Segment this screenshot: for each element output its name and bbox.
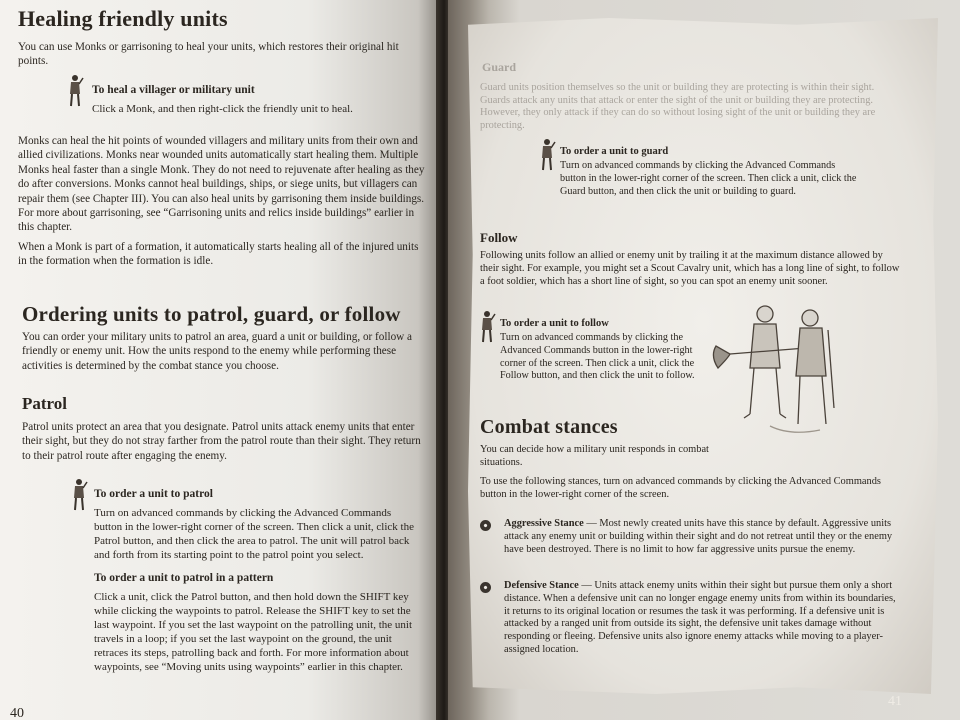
stance-text: — Most newly created units have this stance by default. Aggressive units attack any enemy unit or building within their sight and do not retreat until they or the enemy have been destroyed. There is no limit to how far aggressive units pursue the enemy. bbox=[504, 518, 893, 555]
combat-howto-text: To use the following stances, turn on advanced commands by clicking the Advanced Commands button in the lower-right corner of the screen. bbox=[480, 476, 881, 500]
soldier-figure-icon bbox=[478, 310, 496, 344]
two-soldiers-illustration bbox=[710, 296, 850, 446]
proc-heal-body: Click a Monk, and then right-click the friendly unit to heal. bbox=[92, 103, 353, 115]
patrol-paragraph: Patrol units protect an area that you designate. Patrol units attack enemy units that enter their sight, but they do not stray farther from the patrol route than their sight. They return to their patrol route after engaging the enemy. bbox=[22, 421, 421, 462]
healing-intro-text: You can use Monks or garrisoning to heal your units, which restores their original hit points. bbox=[18, 41, 399, 68]
proc-pattern-body: Click a unit, click the Patrol button, and then hold down the SHIFT key while clicking the waypoints to patrol. Release the SHIFT key to set the last waypoint. If you set the last waypoint on the patrolling unit, the unit travels in a loop; if you set the last waypoint on the ground, the unit retraces its steps, patrolling back and forth. For more information about waypoints, see “Moving units using waypoints” earlier in this chapter. bbox=[94, 591, 413, 673]
monks-paragraph: Monks can heal the hit points of wounded villagers and military units from their own and allied civilizations. Monks near wounded units automatically start healing them. Multiple Monks heal faster than a single Monk. They do not need to rejuvenate after healing as they do after conversions. Monks cannot heal buildings, ships, or siege units, but villagers can repair them (see Chapter III). You can also heal units by garrisoning them inside buildings. For more about garrisoning, see “Garrisoning units and relics inside buildings” earlier in this chapter. bbox=[18, 135, 425, 234]
guard-paragraph: Guard units position themselves so the unit or building they are protecting is within their sight. Guards attack any units that attack or enter the sight of the unit or building they are protecting. However, they only attack if they can do so without losing sight of the unit or building they are protecting. bbox=[480, 82, 876, 131]
page-number-right: 41 bbox=[888, 694, 902, 709]
heading-combat-stances: Combat stances bbox=[480, 416, 618, 438]
proc-guard-body: Turn on advanced commands by clicking the Advanced Commands button in the lower-right corner of the screen. Then click a unit, click the Guard button, and then click the unit or building to guard. bbox=[560, 160, 857, 197]
heading-follow: Follow bbox=[480, 230, 518, 245]
stance-name: Defensive Stance bbox=[504, 580, 579, 591]
proc-guard-title: To order a unit to guard bbox=[560, 146, 669, 157]
follow-paragraph: Following units follow an allied or enemy unit by trailing it at the maximum distance allowed by their sight. For example, you might set a Scout Cavalry unit, which has a long line of sight, to follow a foot soldier, which has a short line of sight, so you can spot an enemy unit sooner. bbox=[480, 250, 900, 287]
soldier-figure-icon bbox=[538, 138, 556, 172]
proc-patrol-body: Turn on advanced commands by clicking the Advanced Commands button in the lower-right corner of the screen. Then click a unit, click the Patrol button, and then click the area to patrol. The unit will patrol back and forth from its starting point to the patrol point you select. bbox=[94, 507, 414, 561]
formation-paragraph: When a Monk is part of a formation, it automatically starts healing all of the injured units in the formation when the formation is idle. bbox=[18, 241, 419, 268]
heading-healing-friendly-units: Healing friendly units bbox=[18, 6, 228, 31]
stance-defensive bbox=[504, 580, 898, 657]
stance-name: Aggressive Stance bbox=[504, 518, 584, 529]
page-number-left: 40 bbox=[10, 706, 24, 720]
proc-follow-title: To order a unit to follow bbox=[500, 318, 609, 329]
heading-guard: Guard bbox=[482, 60, 517, 74]
stance-text: — Units attack enemy units within their sight but pursue them only a short distance. When a defensive unit can no longer engage enemy units from within its boundaries, it returns to its original location or resumes the task it was performing. If a defensive unit is attacked by a ranged unit from outside its sight, the defensive unit takes damage without responding or fleeing. Defensive units also ignore enemy attacks while moving to a player-assigned location. bbox=[504, 580, 896, 655]
stance-bullet-icon bbox=[480, 582, 491, 593]
stance-bullet-icon bbox=[480, 520, 491, 531]
ordering-paragraph: You can order your military units to patrol an area, guard a unit or building, or follow a friendly or enemy unit. How the units respond to the enemy while performing these activities is determined by the combat stance you choose. bbox=[22, 331, 413, 372]
left-page bbox=[0, 0, 440, 720]
heading-patrol: Patrol bbox=[22, 394, 68, 413]
soldier-figure-icon bbox=[66, 74, 84, 108]
combat-intro-text: You can decide how a military unit responds in combat situations. bbox=[480, 444, 709, 468]
heading-ordering-units: Ordering units to patrol, guard, or follow bbox=[22, 302, 401, 326]
proc-pattern-title: To order a unit to patrol in a pattern bbox=[94, 572, 274, 584]
proc-patrol-title: To order a unit to patrol bbox=[94, 488, 213, 500]
right-page bbox=[448, 0, 960, 720]
proc-heal-title: To heal a villager or military unit bbox=[92, 84, 255, 96]
proc-follow-body: Turn on advanced commands by clicking the Advanced Commands button in the lower-right corner of the screen. Then click a unit, click the Follow button, and then click the unit to follow. bbox=[500, 332, 695, 382]
stance-aggressive bbox=[504, 518, 898, 556]
soldier-figure-icon bbox=[70, 478, 88, 512]
